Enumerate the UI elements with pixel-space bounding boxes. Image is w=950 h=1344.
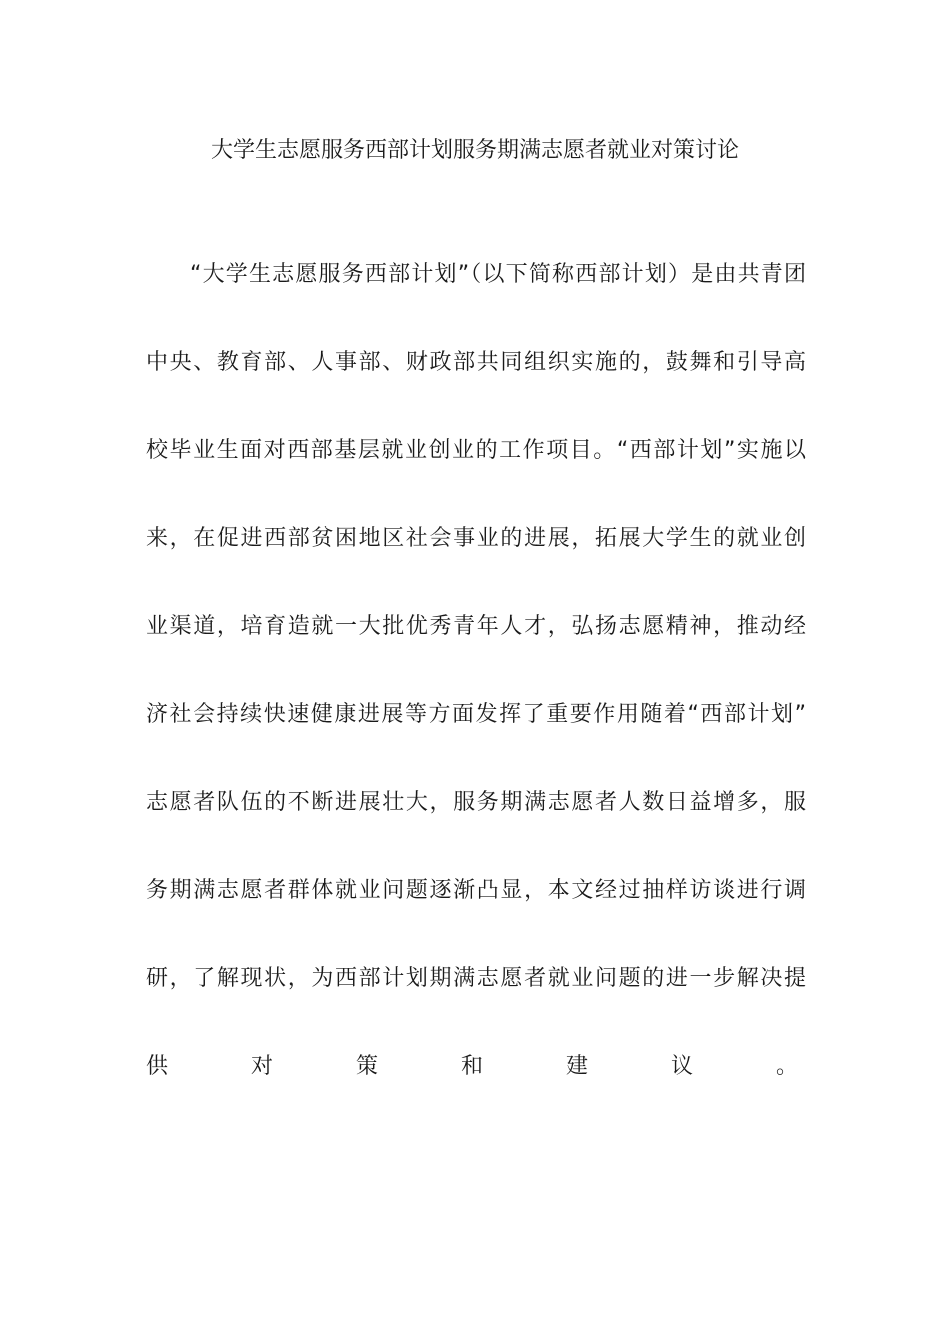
paragraph-line: 业渠道，培育造就一大批优秀青年人才，弘扬志愿精神，推动经: [146, 614, 806, 639]
paragraph-line: 中央、教育部、人事部、财政部共同组织实施的，鼓舞和引导高: [146, 350, 806, 375]
paragraph-line: 务期满志愿者群体就业问题逐渐凸显，本文经过抽样访谈进行调: [146, 878, 806, 903]
paragraph-line: “大学生志愿服务西部计划”（以下简称西部计划）是由共青团: [190, 262, 806, 287]
paragraph-line: 研，了解现状，为西部计划期满志愿者就业问题的进一步解决提: [146, 966, 806, 991]
paragraph-line: 校毕业生面对西部基层就业创业的工作项目。“西部计划”实施以: [146, 438, 806, 463]
document-title: 大学生志愿服务西部计划服务期满志愿者就业对策讨论: [210, 138, 739, 163]
paragraph-line: 志愿者队伍的不断进展壮大，服务期满志愿者人数日益增多，服: [146, 790, 806, 815]
paragraph-line: 济社会持续快速健康进展等方面发挥了重要作用随着“西部计划”: [146, 702, 806, 727]
paragraph-line: 来，在促进西部贫困地区社会事业的进展，拓展大学生的就业创: [146, 526, 806, 551]
paragraph-line-last: 供对策和建议。: [146, 1054, 798, 1079]
body-paragraph: [146, 254, 806, 1134]
